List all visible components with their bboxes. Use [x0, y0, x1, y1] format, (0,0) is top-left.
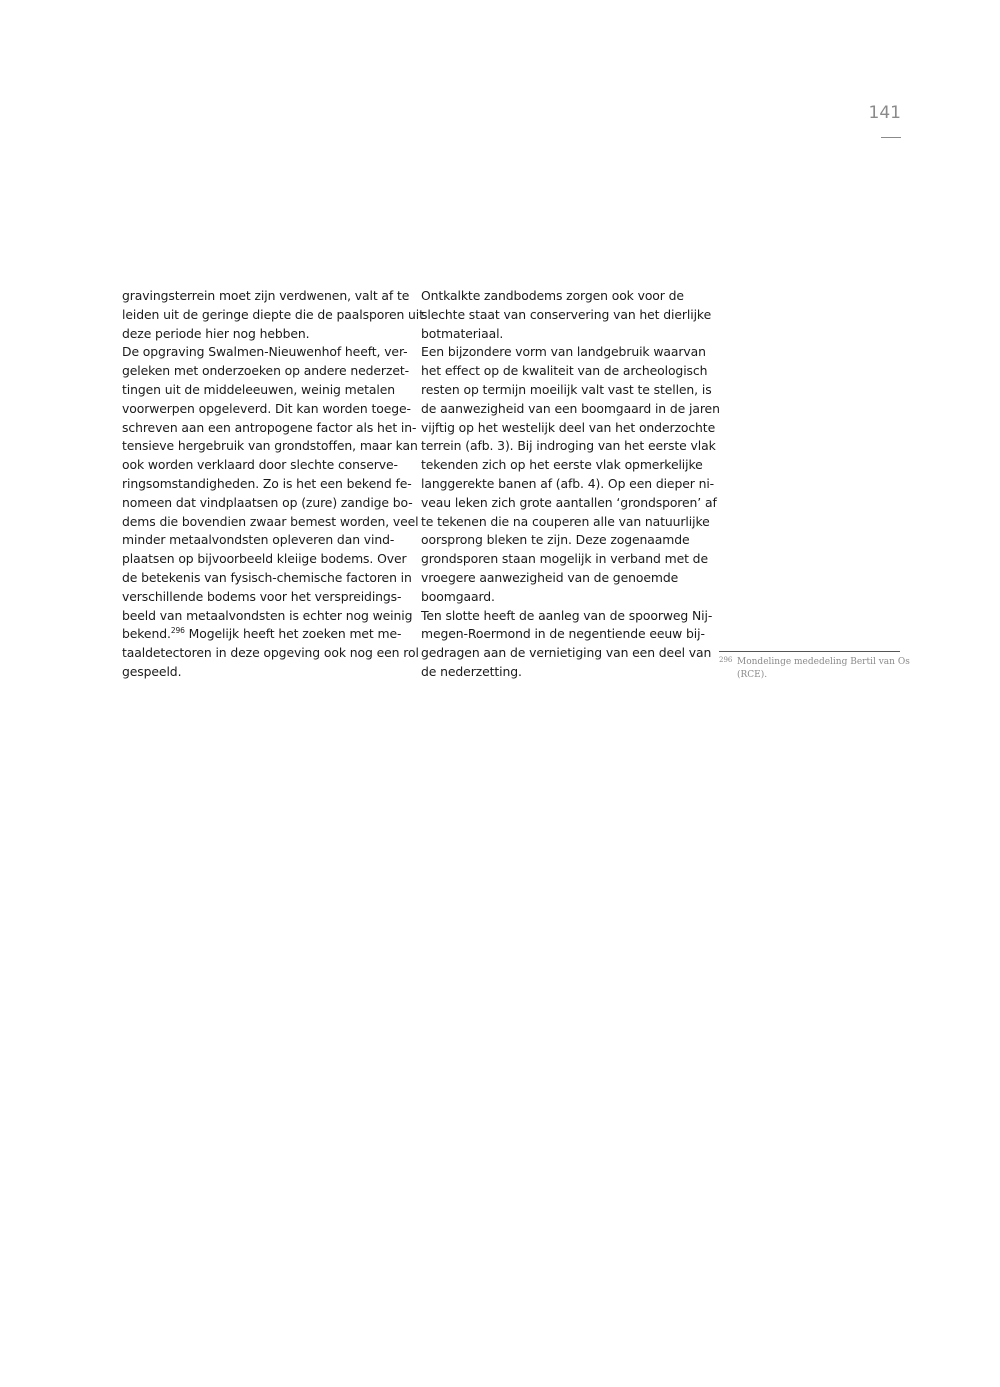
text-line: leiden uit de geringe diepte die de paalsporen uit: [122, 306, 424, 322]
text-line-with-footnote: [122, 625, 412, 644]
text-line: de nederzetting.: [421, 663, 522, 679]
text-line: geleken met onderzoeken op andere nederzet-: [122, 363, 409, 379]
left-column: [122, 287, 424, 682]
text-line: vijftig op het westelijk deel van het onderzochte: [421, 419, 716, 435]
text-line: minder metaalvondsten opleveren dan vind-: [122, 532, 395, 548]
text-line: slechte staat van conservering van het dierlijke: [421, 306, 712, 322]
text-line: de aanwezigheid van een boomgaard in de jaren: [421, 400, 720, 416]
page-number: 141: [868, 103, 901, 123]
text-line: plaatsen op bijvoorbeeld kleiige bodems. Over: [122, 551, 407, 567]
text-line: boomgaard.: [421, 588, 495, 604]
text-line: ook worden verklaard door slechte conserve-: [122, 457, 398, 473]
text-line: gravingsterrein moet zijn verdwenen, valt af te: [122, 288, 410, 303]
text-line: het effect op de kwaliteit van de archeologisch: [421, 363, 708, 379]
footnote: [719, 656, 910, 681]
text-line: grondsporen staan mogelijk in verband met de: [421, 551, 708, 567]
text-line: tekenden zich op het eerste vlak opmerkelijke: [421, 457, 703, 473]
footnote-divider: [719, 651, 900, 652]
text-line: voorwerpen opgeleverd. Dit kan worden toege-: [122, 400, 411, 416]
text-line: De opgraving Swalmen-Nieuwenhof heeft, ver-: [122, 344, 408, 360]
text-line: tensieve hergebruik van grondstoffen, maar kan: [122, 438, 418, 454]
text-line: gespeeld.: [122, 663, 182, 679]
text-line: gedragen aan de vernietiging van een deel van: [421, 645, 712, 661]
text-line: taaldetectoren in deze opgeving ook nog een rol: [122, 645, 419, 661]
footnote-reference[interactable]: 296: [170, 626, 185, 636]
right-column: [421, 287, 720, 682]
text-line: resten op termijn moeilijk valt vast te stellen, is: [421, 381, 712, 397]
text-line: beeld van metaalvondsten is echter nog weinig: [122, 607, 413, 623]
text-line: veau leken zich grote aantallen ‘grondsporen’ af: [421, 494, 717, 510]
text-line: deze periode hier nog hebben.: [122, 325, 310, 341]
text-line: verschillende bodems voor het verspreidings-: [122, 588, 402, 604]
text-line: langgerekte banen af (afb. 4). Op een dieper ni-: [421, 475, 715, 491]
footnote-marker: 296: [719, 656, 733, 664]
text-line: tingen uit de middeleeuwen, weinig metalen: [122, 381, 396, 397]
text-line: megen-Roermond in de negentiende eeuw bij-: [421, 626, 705, 642]
text-line: Ontkalkte zandbodems zorgen ook voor de: [421, 288, 684, 303]
text-line: Een bijzondere vorm van landgebruik waarvan: [421, 344, 706, 360]
footnote-line: (RCE).: [737, 669, 768, 680]
text-line: schreven aan een antropogene factor als het in-: [122, 419, 417, 435]
text-line: oorsprong bleken te zijn. Deze zogenaamde: [421, 532, 690, 548]
footnote-line: Mondelinge mededeling Bertil van Os: [737, 657, 910, 667]
text-line: dems die bovendien zwaar bemest worden, veel: [122, 513, 419, 529]
text-fragment: Mogelijk heeft het zoeken met me-: [184, 626, 402, 642]
text-line: terrein (afb. 3). Bij indroging van het eerste vlak: [421, 438, 716, 454]
text-line: botmateriaal.: [421, 325, 504, 341]
text-line: vroegere aanwezigheid van de genoemde: [421, 569, 679, 585]
text-line: de betekenis van fysisch-chemische factoren in: [122, 569, 412, 585]
text-line: ringsomstandigheden. Zo is het een bekend fe-: [122, 475, 412, 491]
text-line: nomeen dat vindplaatsen op (zure) zandige bo-: [122, 494, 413, 510]
text-fragment: bekend.: [122, 626, 171, 642]
text-line: te tekenen die na couperen alle van natuurlijke: [421, 513, 710, 529]
text-line: Ten slotte heeft de aanleg van de spoorweg Nij-: [421, 607, 713, 623]
page-number-rule: [881, 137, 901, 138]
